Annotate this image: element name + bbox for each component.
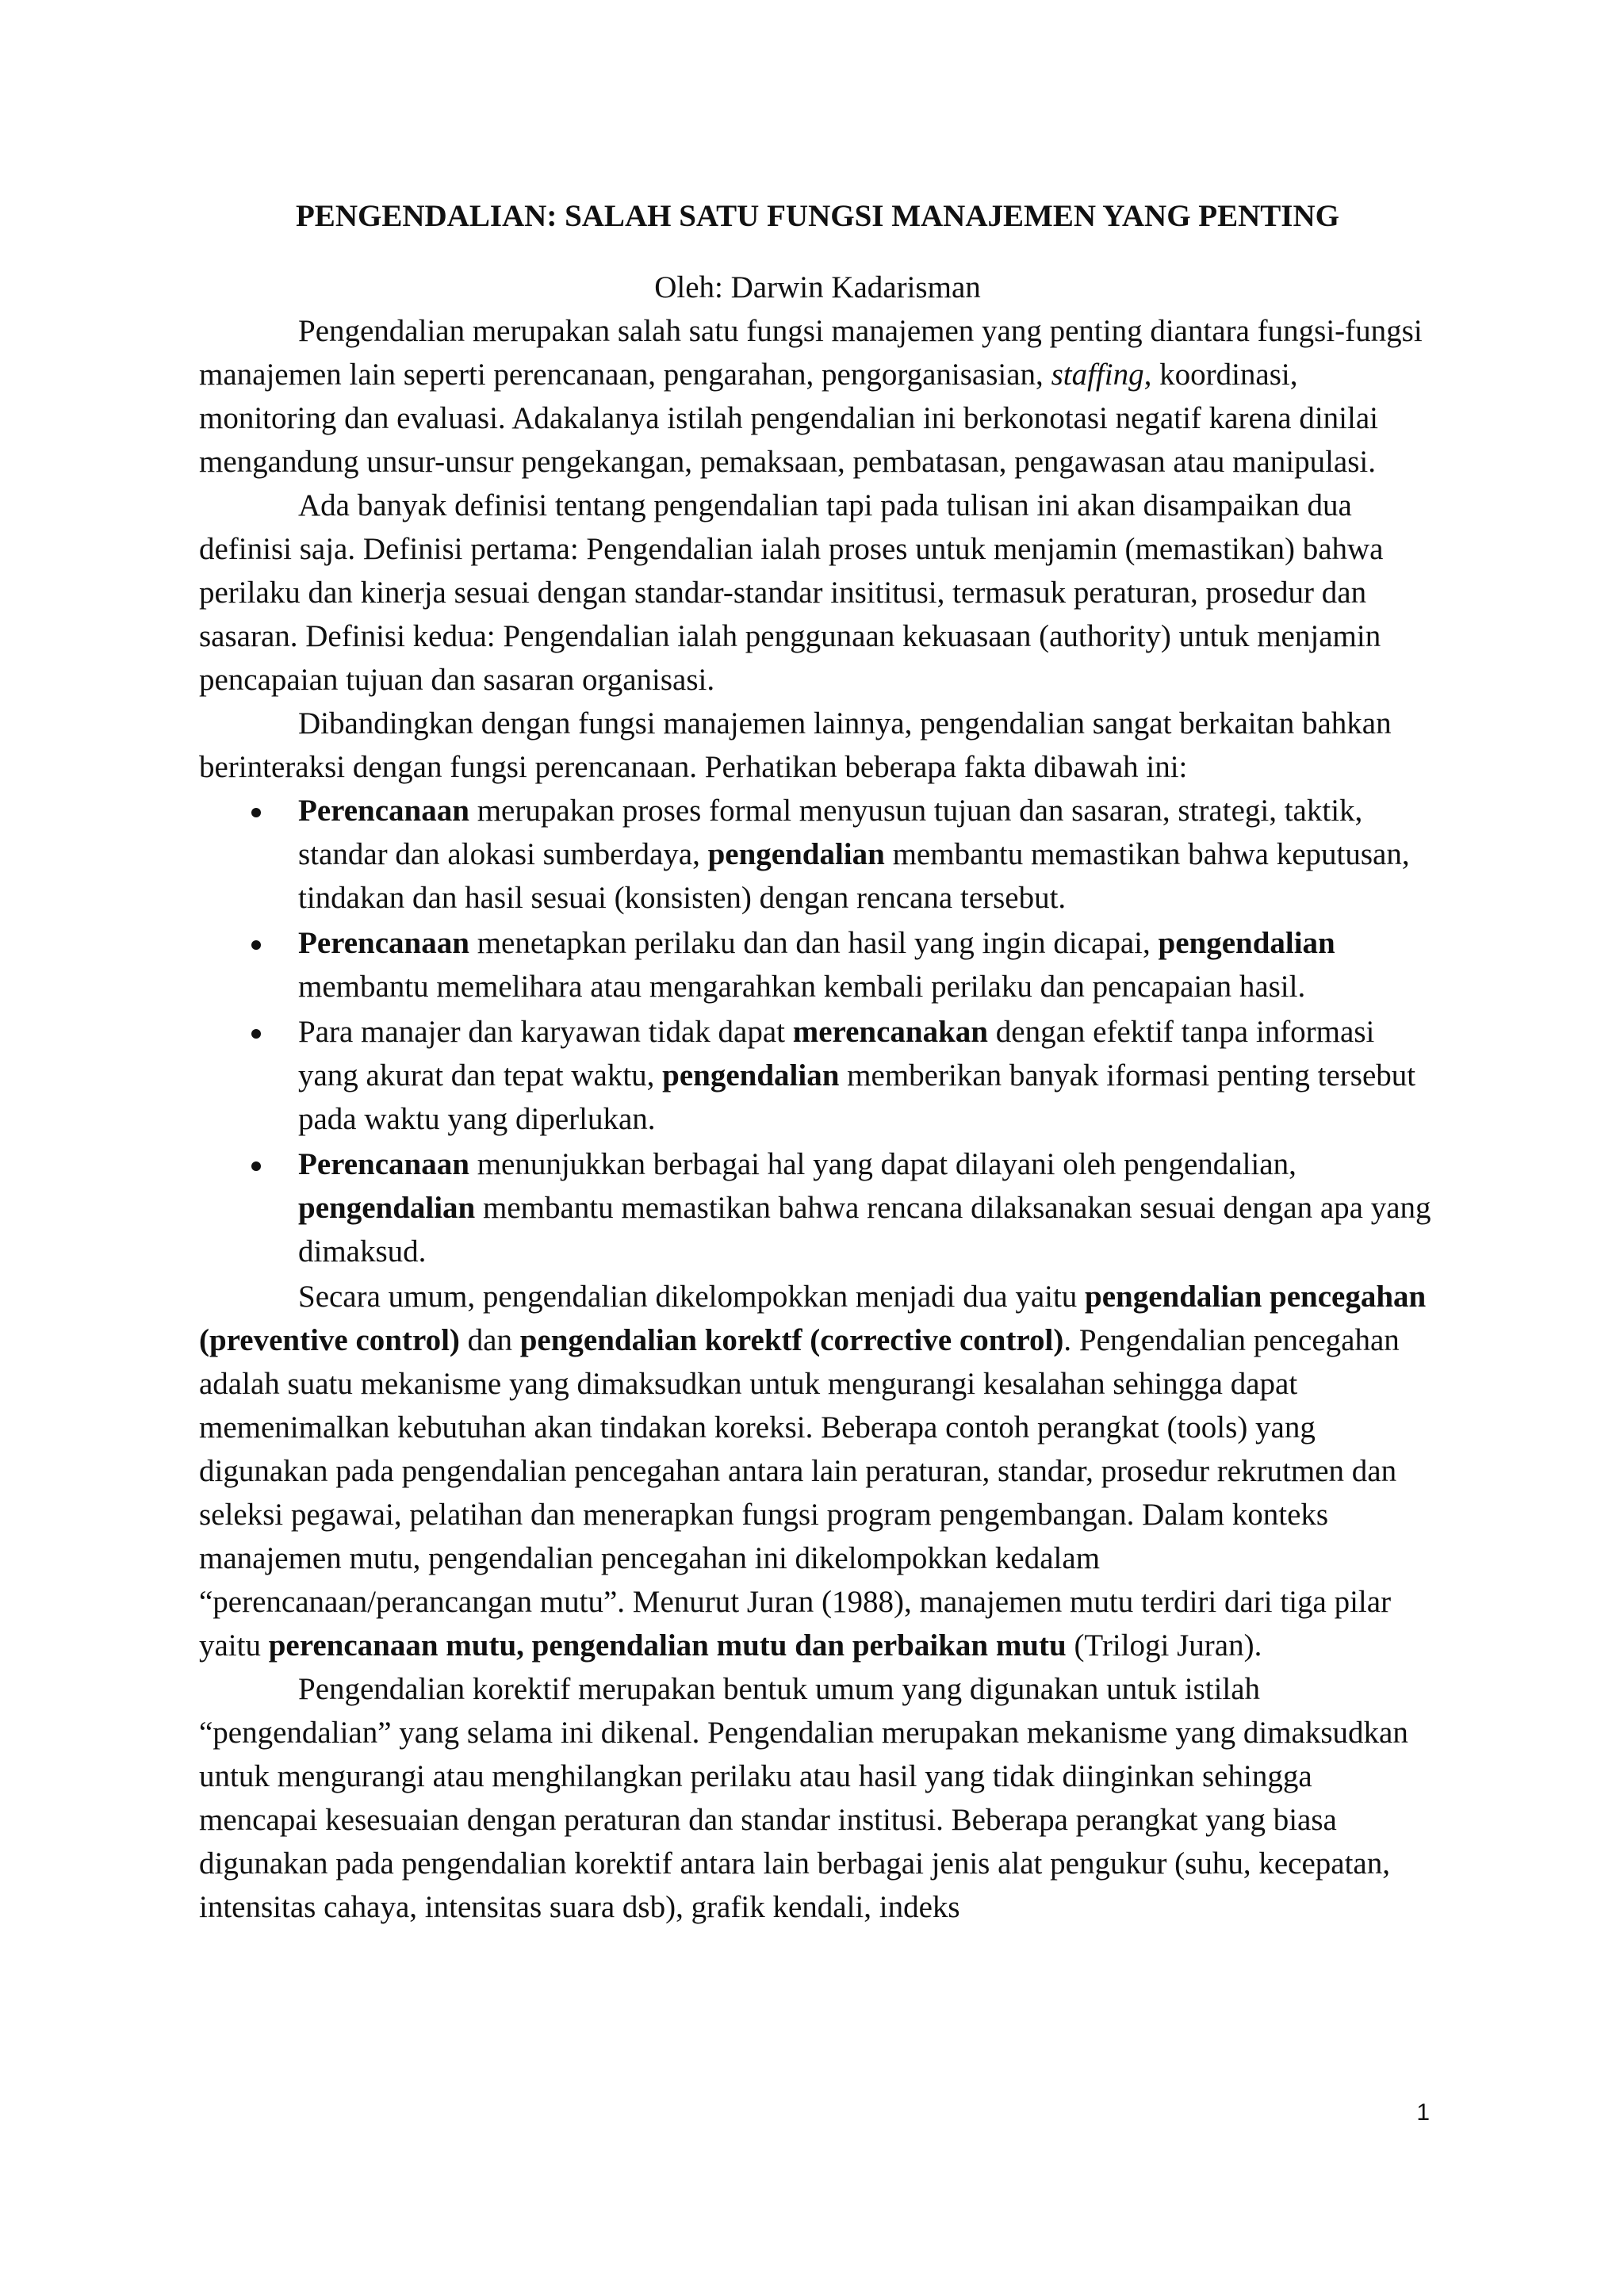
list-item-text: Para manajer dan karyawan tidak dapat <box>298 1015 793 1049</box>
paragraph-text: dan <box>459 1323 520 1357</box>
list-item-text: membantu memelihara atau mengarahkan kembali perilaku dan pencapaian hasil. <box>298 970 1306 1004</box>
list-item <box>199 921 1436 1008</box>
bold-term: pengendalian pencegahan (preventive control) <box>199 1280 1427 1357</box>
bold-term: merencanakan <box>792 1015 989 1049</box>
paragraph-intro-text-1: Pengendalian merupakan salah satu fungsi manajemen yang penting diantara fungsi-fungsi manajemen lain seperti perencanaan, pengarahan, pengorganisasian, <box>199 314 1423 392</box>
paragraph-text: (Trilogi Juran). <box>1066 1628 1262 1663</box>
list-item-text: memberikan banyak iformasi penting tersebut pada waktu yang diperlukan. <box>298 1058 1416 1136</box>
paragraph-corrective-control: Pengendalian korektif merupakan bentuk umum yang digunakan untuk istilah “pengendalian” yang selama ini dikenal. Pengendalian merupakan mekanisme yang dimaksudkan untuk mengurangi atau menghilangkan perilaku atau hasil yang tidak diinginkan sehingga mencapai kesesuaian dengan peraturan dan standar institusi. Beberapa perangkat yang biasa digunakan pada pengendalian korektif antara lain berbagai jenis alat pengukur (suhu, kecepatan, intensitas cahaya, intensitas suara dsb), grafik kendali, indeks <box>199 1672 1408 1924</box>
list-item <box>199 1142 1436 1273</box>
bullet-icon <box>251 940 261 950</box>
bullet-icon <box>251 1029 261 1039</box>
paragraph-preventive-control <box>199 1275 1436 1667</box>
bold-term: Perencanaan <box>298 1147 469 1181</box>
facts-list <box>199 789 1436 1273</box>
list-item <box>199 789 1436 920</box>
bold-term: pengendalian <box>298 1191 476 1225</box>
bullet-icon <box>251 808 261 817</box>
bold-term: pengendalian korektf (corrective control) <box>519 1323 1064 1357</box>
document-author: Oleh: Darwin Kadarisman <box>654 270 981 304</box>
paragraph-definitions: Ada banyak definisi tentang pengendalian tapi pada tulisan ini akan disampaikan dua definisi saja. Definisi pertama: Pengendalian ialah proses untuk menjamin (memastikan) bahwa perilaku dan kinerja sesuai dengan standar-standar insititusi, termasuk peraturan, prosedur dan sasaran. Definisi kedua: Pengendalian ialah penggunaan kekuasaan (authority) untuk menjamin pencapaian tujuan dan sasaran organisasi. <box>199 488 1384 697</box>
bold-term: pengendalian <box>707 837 885 871</box>
list-item-text: menunjukkan berbagai hal yang dapat dilayani oleh pengendalian, <box>469 1147 1297 1181</box>
bold-term: pengendalian <box>1158 926 1335 960</box>
paragraph-intro-text-2: koordinasi, monitoring dan evaluasi. Adakalanya istilah pengendalian ini berkonotasi negatif karena dinilai mengandung unsur-unsur pengekangan, pemaksaan, pembatasan, pengawasan atau manipulasi. <box>199 358 1378 479</box>
bullet-icon <box>251 1161 261 1171</box>
list-item-text: membantu memastikan bahwa rencana dilaksanakan sesuai dengan apa yang dimaksud. <box>298 1191 1431 1269</box>
bold-term: perencanaan mutu, pengendalian mutu dan perbaikan mutu <box>268 1628 1067 1663</box>
document-title: PENGENDALIAN: SALAH SATU FUNGSI MANAJEMEN YANG PENTING <box>295 199 1339 233</box>
paragraph-intro <box>199 309 1436 484</box>
paragraph-comparison: Dibandingkan dengan fungsi manajemen lainnya, pengendalian sangat berkaitan bahkan berinteraksi dengan fungsi perencanaan. Perhatikan beberapa fakta dibawah ini: <box>199 706 1392 784</box>
list-item-text: membantu memastikan bahwa keputusan, tindakan dan hasil sesuai (konsisten) dengan rencana tersebut. <box>298 837 1410 915</box>
page-number: 1 <box>1416 2099 1430 2126</box>
paragraph-text: Secara umum, pengendalian dikelompokkan menjadi dua yaitu <box>298 1280 1086 1314</box>
bold-term: Perencanaan <box>298 794 469 828</box>
bold-term: Perencanaan <box>298 926 469 960</box>
staffing-term: staffing, <box>1051 358 1152 392</box>
list-item <box>199 1010 1436 1141</box>
list-item-text: dengan efektif tanpa informasi yang akurat dan tepat waktu, <box>298 1015 1375 1093</box>
list-item-text: merupakan proses formal menyusun tujuan dan sasaran, strategi, taktik, standar dan alokasi sumberdaya, <box>298 794 1363 871</box>
bold-term: pengendalian <box>662 1058 840 1093</box>
paragraph-text: . Pengendalian pencegahan adalah suatu mekanisme yang dimaksudkan untuk mengurangi kesalahan sehingga dapat memenimalkan kebutuhan akan tindakan koreksi. Beberapa contoh perangkat (tools) yang digunakan pada pengendalian pencegahan antara lain peraturan, standar, prosedur rekrutmen dan seleksi pegawai, pelatihan dan menerapkan fungsi program pengembangan. Dalam konteks manajemen mutu, pengendalian pencegahan ini dikelompokkan kedalam “perencanaan/perancangan mutu”. Menurut Juran (1988), manajemen mutu terdiri dari tiga pilar yaitu <box>199 1323 1400 1663</box>
list-item-text: menetapkan perilaku dan dan hasil yang ingin dicapai, <box>469 926 1159 960</box>
document-body <box>199 194 1436 1929</box>
